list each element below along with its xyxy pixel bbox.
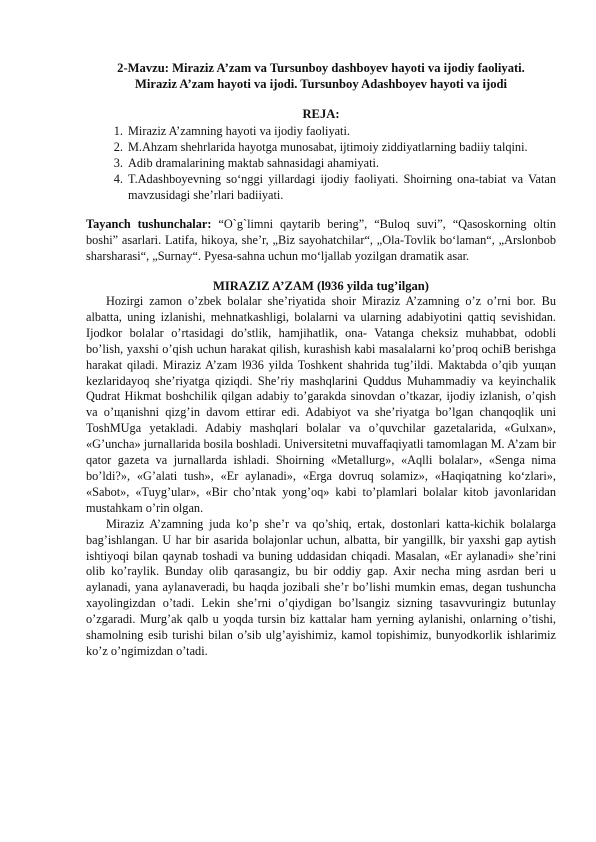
plan-item: 4. T.Adashboyevning so‘nggi yillardagi ijodiy faoliyati. Shoirning ona-tabiat va Vatan mavzusidagi she’rlari badiiyati. — [126, 171, 556, 203]
body-paragraph: Hozirgi zamon o’zbek bolalar she’riyatida shoir Miraziz A’zamning o’z o’rni bor. Bu albatta, uning izlanishi, mehnatkashligi, bolalarni va ularning adabiyotini qattiq sevishidan. Ijodkor bolalar o’rtasidagi do’stlik, hamjihatlik, ona- Vatanga cheksiz muhabbat, odobli bo’lish, yaxshi o’qish uchun harakat qilish, kurashish kabi masalalarni ko’proq ochiB berishga harakat qiladi. Miraziz A’zam l936 yilda Toshkent shahrida tug’ildi. Maktabda o’qib yuщan kezlaridayoq she’riyatga qiziqdi. She’riy mashqlarini Quddus Muhammadiy va keyinchalik Qudrat Hikmat boshchilik qilgan adabiy to’garakda sinovdan o’tkazar, ijodiy izlanish, o’qish va o’щanishni qizg’in davom ettirar edi. Adabiyot va she’riyatga bo’lgan chanqoqlik uni ToshMUga yetakladi. Adabiy mashqlari bolalar va o’quvchilar gazetalarida, «Gulxan», «G’uncha» jurnallarida bosila boshladi. Universitetni muvaffaqiyatli tamomlagan M. A’zam bir qator gazeta va jurnallarda ishladi. Shoirning «Metallurg», «Aqlli bolalar», «Senga nima bo’ldi?», «G’alati tush», «Er aylanadi», «Erga dovruq solamiz», «Haqiqatning ko‘zlari», «Sabot», «Tuyg’ular», «Bir cho’ntak yong’oq» kabi to’plamlari bolalar kitob javonlaridan mustahkam o’rin olgan. — [86, 294, 556, 515]
key-concepts-text: “O`g`limni qaytarib bering”, “Buloq suvi”, “Qasoskorning oltin boshi” asarlari. Latifa, hikoya, she’r, „Biz sayohatchilar“, „Ola-Tovlik bo‘laman“, „Arslonbob sharsharasi“, „Surnay“. Pyesa-sahna uchun mo‘ljallab yozilgan dramatik asar. — [86, 217, 557, 263]
key-concepts-label: Tayanch tushunchalar: — [86, 217, 212, 231]
plan-list — [86, 123, 556, 203]
plan-item: 2. M.Ahzam shehrlarida hayotga munosabat, ijtimoiy ziddiyatlarning badiiy talqini. — [126, 139, 556, 155]
body-paragraph: Miraziz A’zamning juda ko’p she’r va qo’shiq, ertak, dostonlari katta-kichik bolalarga bag’ishlangan. U har bir asarida bolajonlar uchun, albatta, bir yangillk, bir yaxshi gap aytish ishtiyoqi bilan qaynab toshadi va buning uddasidan chiqadi. Masalan, «Er aylanadi» she’rini olib ko’raylik. Bunday olib qarasangiz, bu bir oddiy gap. Axir necha ming asrdan beri u aylanadi, yana aylanaveradi, bu haqda jozibali she’r bo’lishi mumkin emas, degan tushuncha xayolingizdan o’tadi. Lekin she’rni o’qiydigan bo’lsangiz sizning tasavvuringiz butunlay o’zgaradi. Murg’ak qalb u yoqda tursin biz kattalar ham yerning aylanishi, onlarning o’tishi, shamolning esib turishi bilan o’sib ulg’ayishimiz, kamol topishimiz, bunyodkorlik ishlarimiz ko’z o’ngimizdan o’tadi. — [86, 516, 556, 658]
topic-title-line-2: Miraziz A’zam hayoti va ijodi. Tursunboy Adashboyev hayoti va ijodi — [134, 77, 508, 91]
section-heading: MIRAZIZ A’ZAM (l936 yilda tug’ilgan) — [213, 279, 429, 293]
plan-item: 3. Adib dramalarining maktab sahnasidagi ahamiyati. — [126, 155, 556, 171]
plan-heading: REJA: — [302, 107, 340, 121]
plan-item: 1. Miraziz A’zamning hayoti va ijodiy faoliyati. — [126, 123, 556, 139]
topic-title — [86, 60, 556, 92]
document-content — [86, 60, 556, 660]
key-concepts — [86, 216, 556, 264]
topic-title-line-1: 2-Mavzu: Miraziz A’zam va Tursunboy dashboyev hayoti va ijodiy faoliyati. — [117, 61, 525, 75]
